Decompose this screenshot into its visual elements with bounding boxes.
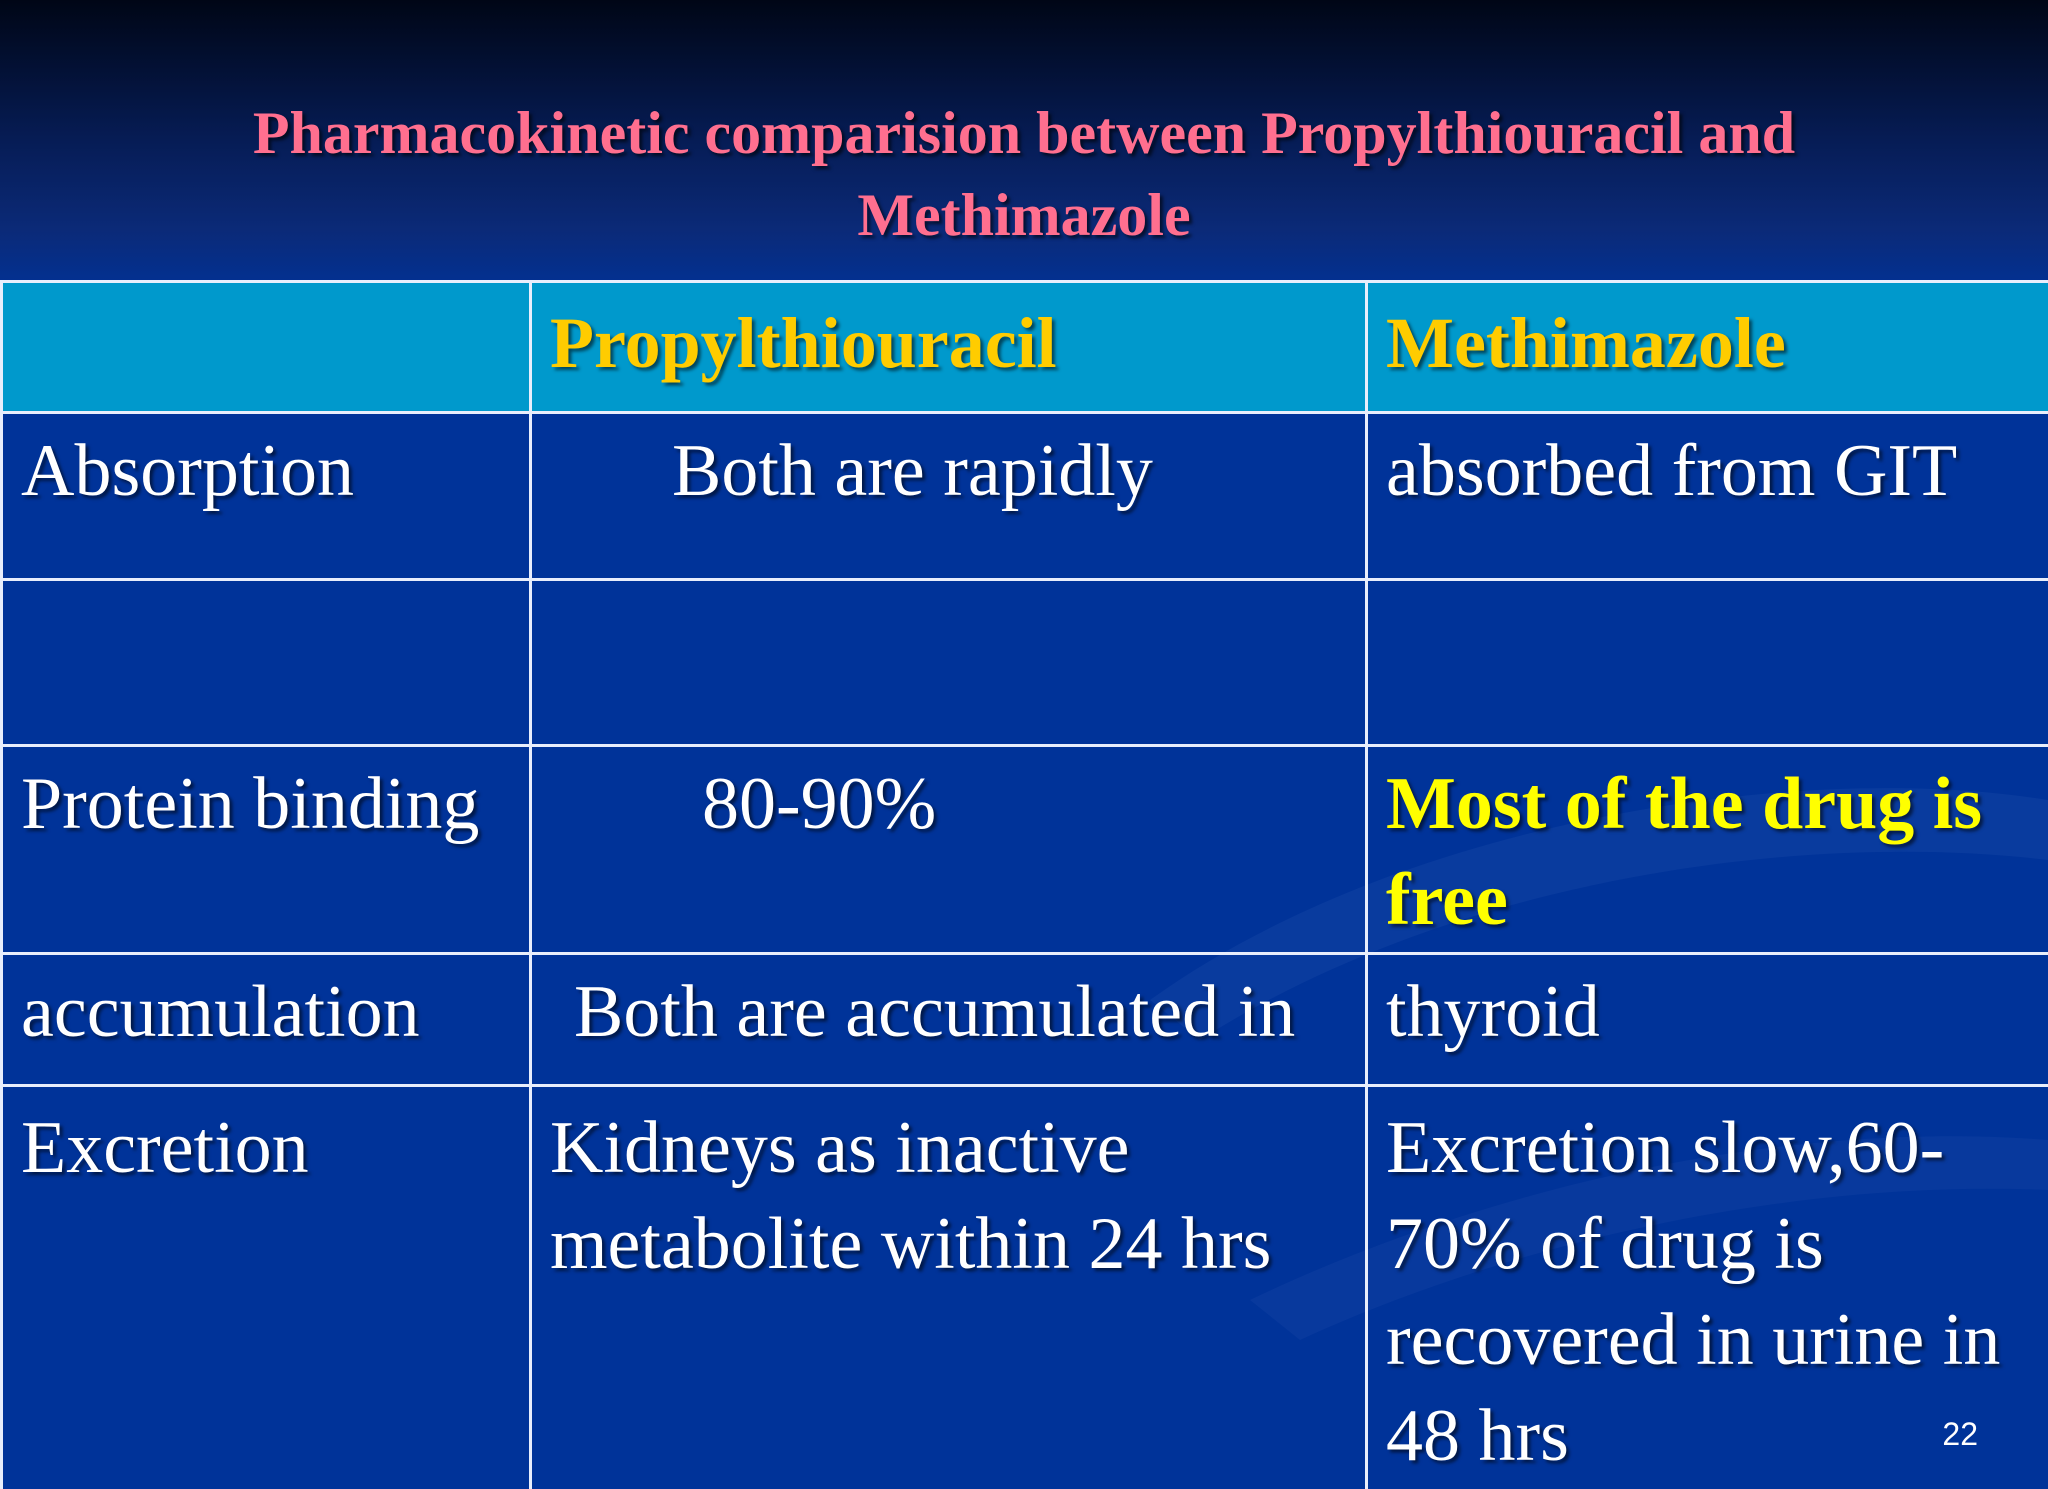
row-label: Excretion [2,1086,531,1489]
row-label [2,580,531,746]
page-number: 22 [1942,1416,1978,1452]
table-row [2,954,2048,1086]
ptu-cell: Kidneys as inactive metabolite within 24 hrs [531,1086,1367,1489]
slide-title [0,92,2048,256]
slide-title-line2: Methimazole [857,182,1191,248]
table-row [2,580,2048,746]
mmi-cell: thyroid [1367,954,2048,1086]
mmi-cell-highlight: Most of the drug is free [1367,746,2048,954]
table-row [2,746,2048,954]
mmi-cell [1367,580,2048,746]
row-label: Protein binding [2,746,531,954]
slide-title-line1: Pharmacokinetic comparision between Propylthiouracil and [252,100,1796,166]
ptu-cell: 80-90% [531,746,1367,954]
table-row [2,413,2048,580]
mmi-cell: absorbed from GIT [1367,413,2048,580]
row-label: Absorption [2,413,531,580]
header-cell-propylthiouracil: Propylthiouracil [531,282,1367,413]
header-cell-empty [2,282,531,413]
row-label: accumulation [2,954,531,1086]
comparison-table [0,280,2048,1489]
table-header-row [2,282,2048,413]
header-cell-methimazole: Methimazole [1367,282,2048,413]
ptu-cell: Both are rapidly [531,413,1367,580]
mmi-cell: Excretion slow,60-70% of drug is recovered in urine in 48 hrs [1367,1086,2048,1489]
table-row [2,1086,2048,1489]
ptu-cell: Both are accumulated in [531,954,1367,1086]
ptu-cell [531,580,1367,746]
